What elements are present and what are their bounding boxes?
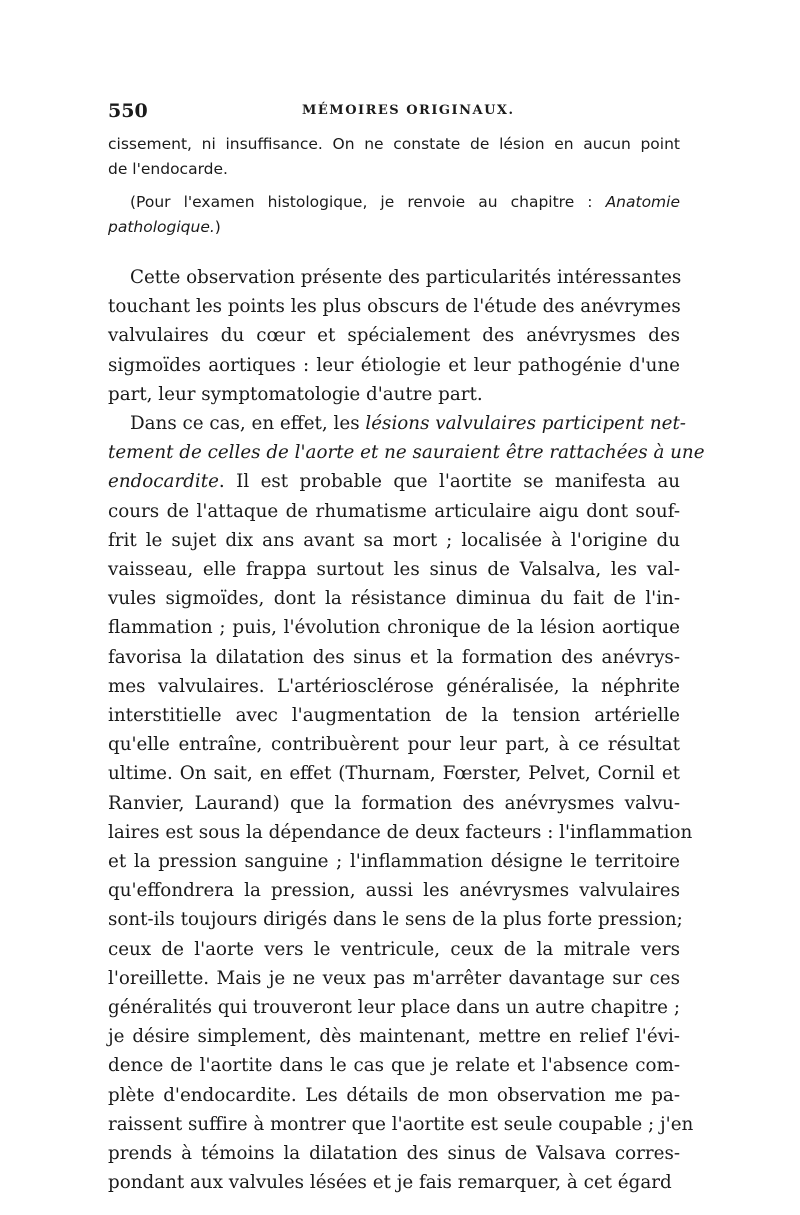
- text-line: [108, 730, 680, 759]
- text-line: [108, 380, 680, 409]
- text-line: [108, 1110, 694, 1139]
- text-line: [108, 643, 680, 672]
- text-run: et la pression sanguine ; l'inflammation désigne le territoire: [108, 851, 680, 873]
- italic-text-run: pathologique.: [108, 218, 215, 236]
- text-run: valvulaires du cœur et spécialement des anévrysmes des: [108, 325, 680, 347]
- text-line: [108, 497, 680, 526]
- text-line: [108, 157, 680, 182]
- running-head: MÉMOIRES ORIGINAUX.: [302, 103, 515, 118]
- page-number: 550: [108, 100, 148, 122]
- text-line: [108, 584, 680, 613]
- page-header: [108, 100, 688, 124]
- text-run: interstitielle avec l'augmentation de la tension artérielle: [108, 705, 680, 727]
- italic-text-run: lésions valvulaires participent net-: [365, 413, 686, 435]
- text-line: [108, 613, 680, 642]
- text-run: qu'elle entraîne, contribuèrent pour leur part, à ce résultat: [108, 734, 680, 756]
- text-run: Ranvier, Laurand) que la formation des anévrysmes valvu-: [108, 792, 680, 814]
- text-line: [108, 905, 683, 934]
- text-run: frit le sujet dix ans avant sa mort ; localisée à l'origine du: [108, 529, 680, 551]
- text-run: favorisa la dilatation des sinus et la formation des anévrys-: [108, 646, 680, 668]
- text-run: Dans ce cas, en effet, les: [130, 413, 366, 435]
- italic-text-run: tement de celles de l'aorte et ne sauraient être rattachées à une: [108, 442, 705, 464]
- text-run: cissement, ni insuffisance. On ne constate de lésion en aucun point: [108, 135, 680, 153]
- text-line: [108, 263, 680, 292]
- text-line: [108, 876, 680, 905]
- text-line: [108, 1081, 680, 1110]
- text-line: [108, 438, 705, 467]
- italic-text-run: Anatomie: [605, 193, 680, 211]
- text-line: [108, 526, 680, 555]
- text-run: vaisseau, elle frappa surtout les sinus de Valsalva, les val-: [108, 559, 680, 581]
- text-line: [108, 789, 680, 818]
- text-line: [108, 818, 693, 847]
- text-run: qu'effondrera la pression, aussi les anévrysmes valvulaires: [108, 880, 680, 902]
- text-run: Cette observation présente des particularités intéressantes: [130, 267, 682, 288]
- text-line: [108, 935, 680, 964]
- text-line: [108, 409, 686, 438]
- text-line: [108, 759, 680, 788]
- text-run: pondant aux valvules lésées et je fais remarquer, à cet égard: [108, 1172, 672, 1194]
- body-text: [108, 263, 705, 1198]
- text-run: sigmoïdes aortiques : leur étiologie et leur pathogénie d'une: [108, 354, 680, 376]
- text-line: [108, 672, 680, 701]
- text-line: [108, 132, 680, 157]
- text-line: [108, 1168, 680, 1197]
- text-run: . Il est probable que l'aortite se manifesta au: [218, 471, 680, 493]
- text-line: [108, 215, 680, 240]
- text-run: raissent suffire à montrer que l'aortite est seule coupable ; j'en: [108, 1113, 694, 1135]
- text-run: vules sigmoïdes, dont la résistance diminua du fait de l'in-: [108, 588, 680, 610]
- text-run: ceux de l'aorte vers le ventricule, ceux de la mitrale vers: [108, 938, 680, 960]
- text-line: [108, 555, 680, 584]
- paragraph-gap: [108, 182, 680, 190]
- text-run: laires est sous la dépendance de deux facteurs : l'inflammation: [108, 821, 693, 843]
- text-run: ): [214, 218, 221, 236]
- text-line: [108, 321, 680, 350]
- text-run: cours de l'attaque de rhumatisme articulaire aigu dont souf-: [108, 500, 680, 522]
- text-run: touchant les points les plus obscurs de l'étude des anévrymes: [108, 296, 681, 318]
- text-run: ultime. On sait, en effet (Thurnam, Fœrster, Pelvet, Cornil et: [108, 763, 680, 785]
- text-line: [108, 351, 680, 380]
- text-run: de l'endocarde.: [108, 160, 228, 178]
- text-run: prends à témoins la dilatation des sinus de Valsava corres-: [108, 1143, 680, 1165]
- text-run: plète d'endocardite. Les détails de mon observation me pa-: [108, 1084, 680, 1106]
- text-line: [108, 1051, 680, 1080]
- text-run: l'oreillette. Mais je ne veux pas m'arrêter davantage sur ces: [108, 967, 680, 989]
- text-run: dence de l'aortite dans le cas que je relate et l'absence com-: [108, 1055, 680, 1077]
- text-run: je désire simplement, dès maintenant, mettre en relief l'évi-: [108, 1026, 680, 1048]
- text-run: généralités qui trouveront leur place dans un autre chapitre ;: [108, 997, 680, 1019]
- text-line: [108, 467, 680, 496]
- text-line: [108, 993, 680, 1022]
- text-line: [108, 190, 680, 215]
- text-line: [108, 292, 680, 321]
- italic-text-run: endocardite: [108, 471, 219, 493]
- text-line: [108, 1022, 680, 1051]
- text-line: [108, 701, 680, 730]
- text-run: (Pour l'examen histologique, je renvoie au chapitre :: [130, 193, 606, 211]
- small-print-paragraphs: [108, 132, 680, 240]
- text-run: part, leur symptomatologie d'autre part.: [108, 383, 483, 405]
- text-line: [108, 1139, 680, 1168]
- text-run: sont-ils toujours dirigés dans le sens de la plus forte pression;: [108, 909, 683, 931]
- text-line: [108, 964, 680, 993]
- text-run: flammation ; puis, l'évolution chronique de la lésion aortique: [108, 617, 680, 639]
- text-line: [108, 847, 680, 876]
- text-run: mes valvulaires. L'artériosclérose généralisée, la néphrite: [108, 675, 680, 697]
